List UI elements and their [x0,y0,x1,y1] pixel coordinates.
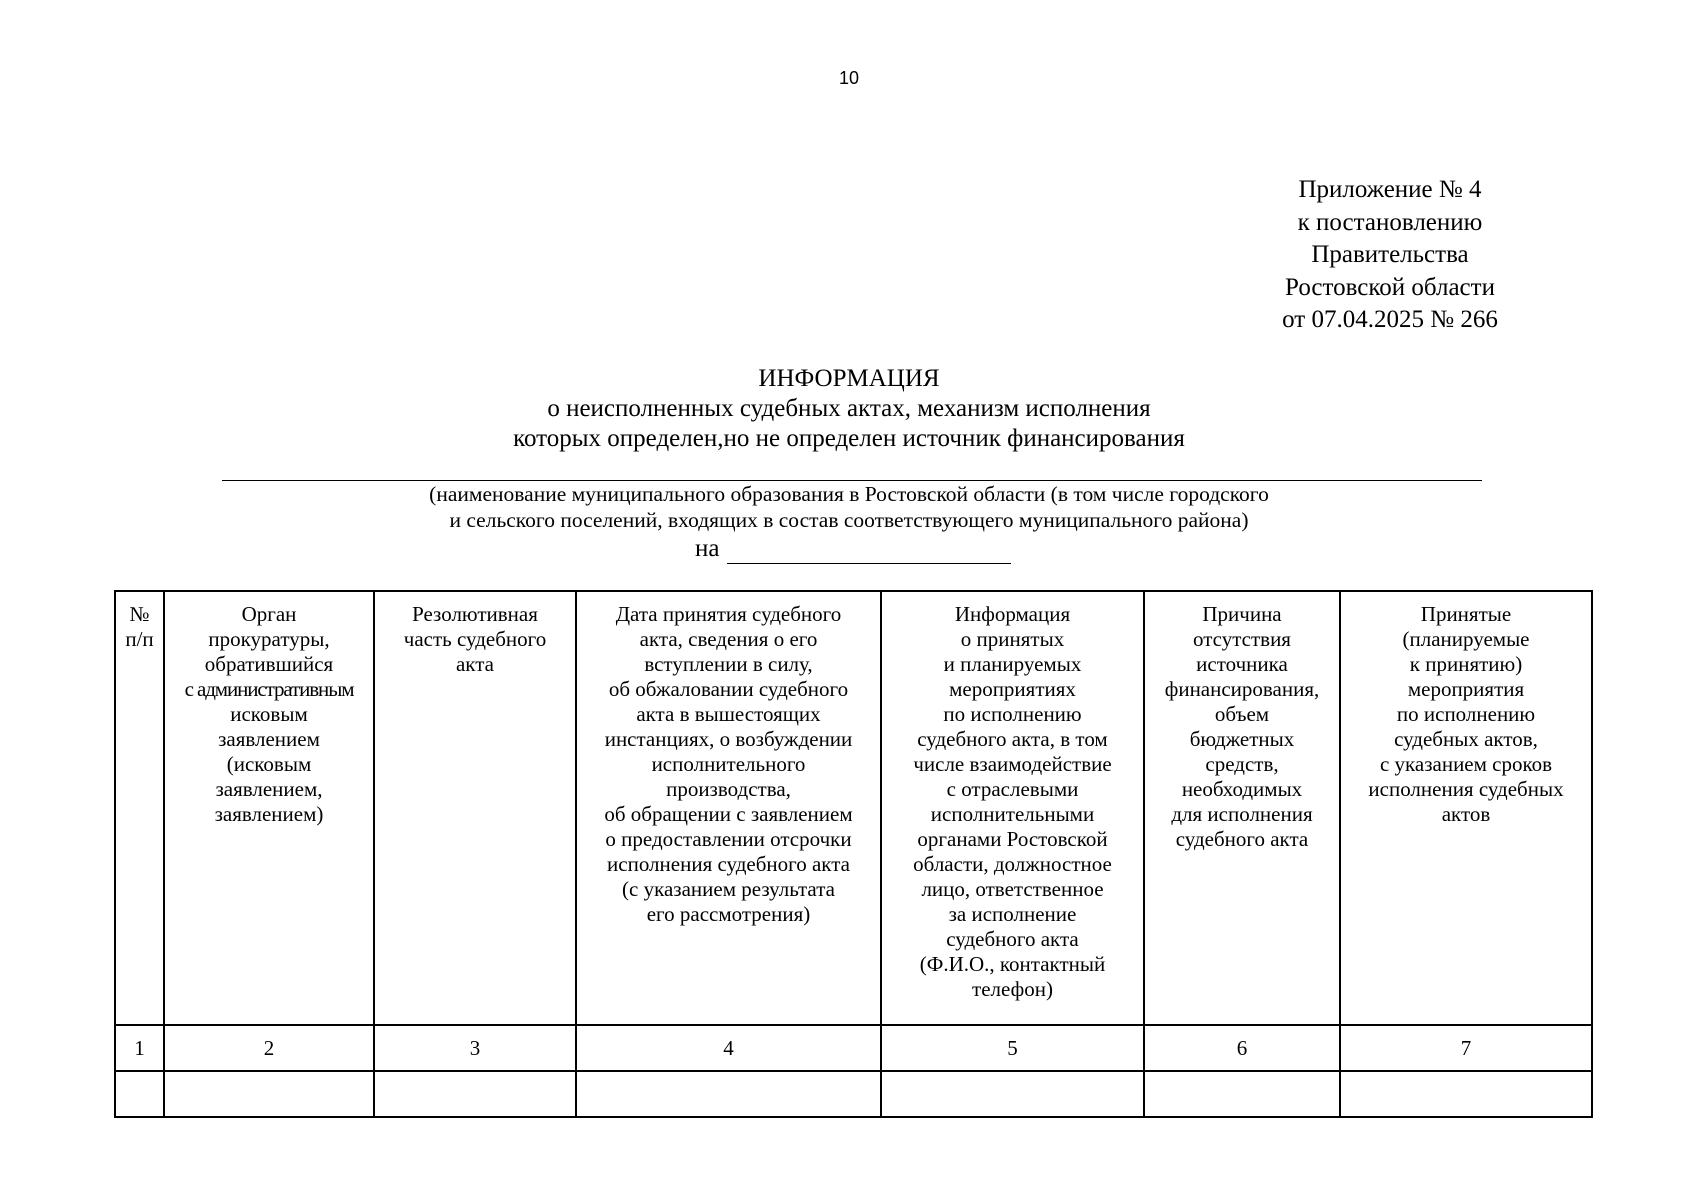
column-number-cell: 3 [374,1025,576,1071]
header-text-line: источника [1196,652,1288,676]
header-text-line: об обжаловании судебного [608,677,849,701]
header-text-line: к принятию) [1409,652,1523,676]
title-heading: ИНФОРМАЦИЯ [758,365,940,392]
header-cell [881,591,1144,1025]
header-text-line: заявлением, [215,777,323,801]
court-acts-table [114,590,1593,1118]
header-text-line: его рассмотрения) [646,902,811,926]
table-row [115,1071,1592,1117]
column-number-cell: 2 [164,1025,374,1071]
header-text-line: исковым [230,702,308,726]
appendix-line: от 07.04.2025 № 266 [1282,306,1498,333]
header-text-line: судебного акта [946,927,1079,951]
header-text-line: отсутствия [1193,627,1291,651]
header-text-line: Причина [1202,602,1282,626]
header-text-line: исполнения судебного акта [607,852,850,876]
header-text-line: Информация [954,602,1071,626]
table-cell [164,1071,374,1117]
header-text-line: необходимых [1181,777,1303,801]
header-text-line: (с указанием результата [622,877,835,901]
header-text-line: объем [1214,702,1270,726]
table-cell [1144,1071,1340,1117]
header-text-line: акта в вышестоящих [636,702,821,726]
appendix-line: Ростовской области [1285,273,1495,301]
table-cell [1340,1071,1592,1117]
header-text-line: мероприятиях [949,677,1076,701]
header-text-line: (планируемые [1402,627,1530,651]
table-cell [374,1071,576,1117]
date-blank [727,537,1011,564]
header-text-line: за исполнение [948,902,1077,926]
header-text-line: обратившийся [204,652,334,676]
header-text-line: вступлении в силу, [644,652,813,676]
header-text-line: Принятые [1420,602,1512,626]
header-text-line: исполнительными [930,802,1095,826]
caption-line: и сельского поселений, входящих в состав соответствующего муниципального района) [449,508,1249,532]
title-line: которых определен,но не определен источник финансирования [513,425,1185,452]
header-cell [164,591,374,1025]
header-text-line: с отраслевыми [946,777,1079,801]
column-number-cell: 1 [115,1025,164,1071]
document-title [0,364,1698,454]
header-text-line: прокуратуры, [208,627,330,651]
header-text-line: мероприятия [1407,677,1525,701]
appendix-line: Правительства [1311,241,1469,268]
header-text-line: лицо, ответственное [921,877,1104,901]
header-text-line: исполнения судебных [1368,777,1564,801]
header-text-line: часть судебного [403,627,547,651]
header-text-line: Резолютивная [412,602,538,626]
header-text-line: о предоставлении отсрочки [605,827,852,851]
header-text-line: судебного акта [1175,827,1309,851]
column-number-cell: 7 [1340,1025,1592,1071]
header-cell [576,591,881,1025]
table-header-row [115,591,1592,1025]
column-number-row [115,1025,1592,1071]
column-number-cell: 5 [881,1025,1144,1071]
header-text-line: по исполнению [1396,702,1536,726]
header-text-line: исполнительного [651,752,806,776]
header-text-line: заявлением) [214,802,324,826]
header-cell [1144,591,1340,1025]
header-text-line: Орган [241,602,297,626]
header-text-line: акта, сведения о его [639,627,818,651]
header-cell [115,591,164,1025]
header-text-line: (Ф.И.О., контактный [919,952,1106,976]
table-cell [115,1071,164,1117]
header-cell [374,591,576,1025]
header-text-line: инстанциях, о возбуждении [604,727,853,751]
date-prefix: на [695,535,720,562]
header-text-line: с административным [184,677,354,701]
header-text-line: средств, [1205,752,1279,776]
table-cell [576,1071,881,1117]
header-text-line: Дата принятия судебного [615,602,842,626]
page-number: 10 [838,68,860,88]
header-text-line: производства, [666,777,791,801]
caption-line: (наименование муниципального образования в Ростовской области (в том числе городского [429,482,1269,506]
header-text-line: акта [455,652,494,676]
header-text-line: об обращении с заявлением [604,802,853,826]
header-text-line: судебного акта, в том [917,727,1108,751]
header-cell [1340,591,1592,1025]
header-text-line: п/п [125,627,154,651]
header-text-line: с указанием сроков [1379,752,1553,776]
report-date-line [695,534,1011,564]
appendix-block [1240,174,1540,337]
table-cell [881,1071,1144,1117]
header-text-line: № [129,602,150,626]
header-text-line: числе взаимодействие [913,752,1112,776]
header-text-line: заявлением [218,727,320,751]
column-number-cell: 4 [576,1025,881,1071]
header-text-line: судебных актов, [1394,727,1538,751]
header-text-line: по исполнению [943,702,1082,726]
column-number-cell: 6 [1144,1025,1340,1071]
header-text-line: о принятых [960,627,1065,651]
header-text-line: и планируемых [943,652,1082,676]
title-line: о неисполненных судебных актах, механизм исполнения [547,395,1151,422]
header-text-line: области, должностное [913,852,1112,876]
header-text-line: для исполнения [1171,802,1313,826]
appendix-line: Приложение № 4 [1298,176,1482,203]
header-text-line: финансирования, [1164,677,1320,701]
header-text-line: органами Ростовской [917,827,1108,851]
municipality-caption [0,481,1698,533]
header-text-line: бюджетных [1189,727,1295,751]
header-text-line: актов [1441,802,1491,826]
header-text-line: телефон) [972,977,1053,1001]
appendix-line: к постановлению [1297,208,1483,236]
header-text-line: (исковым [226,752,312,776]
